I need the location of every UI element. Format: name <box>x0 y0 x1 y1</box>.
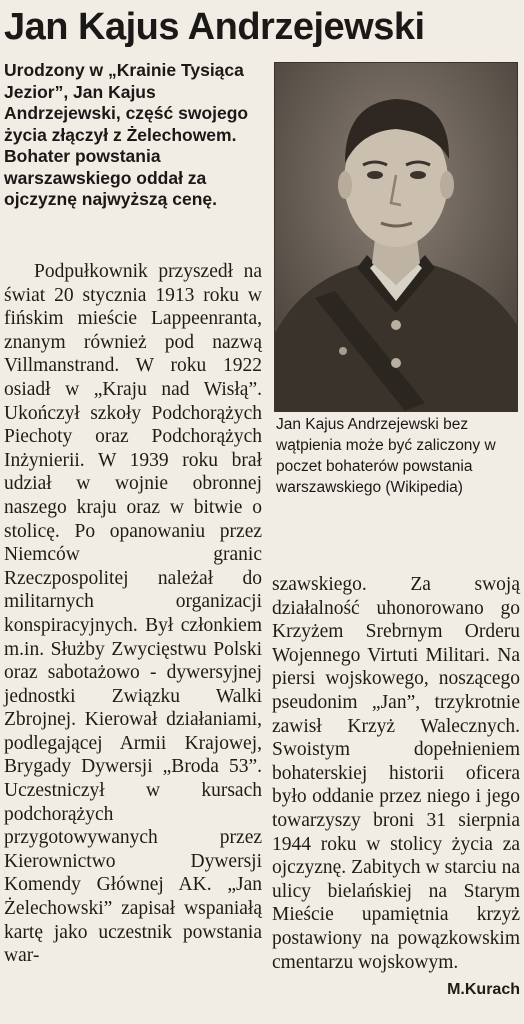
article-headline: Jan Kajus Andrzejewski <box>4 6 425 48</box>
caption-text: Jan Kajus Andrzejewski bez wątpienia może być zaliczony w poczet bohaterów powstania warszawskiego (Wikipedia) <box>276 416 496 496</box>
article-body-right-column <box>272 573 520 974</box>
author-signature: M.Kurach <box>447 981 520 998</box>
article-lead <box>4 60 264 211</box>
portrait-image <box>275 63 517 411</box>
photo-caption <box>276 414 516 498</box>
body-text-right: szawskiego. Za swoją działalność uhonorowano go Krzyżem Srebrnym Orderu Wojennego Virtuti Militari. Na piersi wojskowego, noszącego pseudonim „Jan”, trzykrotnie zawisł Krzyż Walecznych. Swoistym dopełnieniem bohaterskiej historii oficera było oddanie przez niego i jego towarzyszy broni 31 sierpnia 1944 roku w stolicy życia za ojczyznę. Zabitych w starciu na ulicy bielańskiej na Starym Mieście upamiętnia krzyż postawiony na powązkowskim cmentarzu wojskowym. <box>272 574 520 973</box>
article-body-left-column <box>4 260 262 968</box>
lead-text: Urodzony w „Krainie Tysiąca Jezior”, Jan Kajus Andrzejewski, część swojego życia złączył z Żelechowem. Bohater powstania warszawskiego oddał za ojczyznę najwyższą cenę. <box>4 60 249 209</box>
portrait-photo <box>274 62 518 412</box>
body-text-left: Podpułkownik przyszedł na świat 20 stycznia 1913 roku w fińskim mieście Lappeenranta, znanym również pod nazwą Villmanstrand. W roku 1922 osiadł w „Kraju nad Wisłą”. Ukończył szkoły Podchorążych Piechoty oraz Podchorążych Inżynierii. W 1939 roku brał udział w wojnie obronnej naszego kraju oraz w bitwie o stolicę. Po opanowaniu przez Niemców granic Rzeczpospolitej należał do militarnych organizacji konspiracyjnych. Był członkiem m.in. Służby Zwycięstwu Polski oraz sabotażowo - dywersyjnej jednostki Związku Walki Zbrojnej. Kierował działaniami, podlegającej Armii Krajowej, Brygady Dywersji „Broda 53”. Uczestniczył w kursach podchorążych przygotowywanych przez Kierownictwo Dywersji Komendy Głównej AK. „Jan Żelechowski” zapisał wspaniałą kartę jako uczestnik powstania war- <box>4 261 262 967</box>
